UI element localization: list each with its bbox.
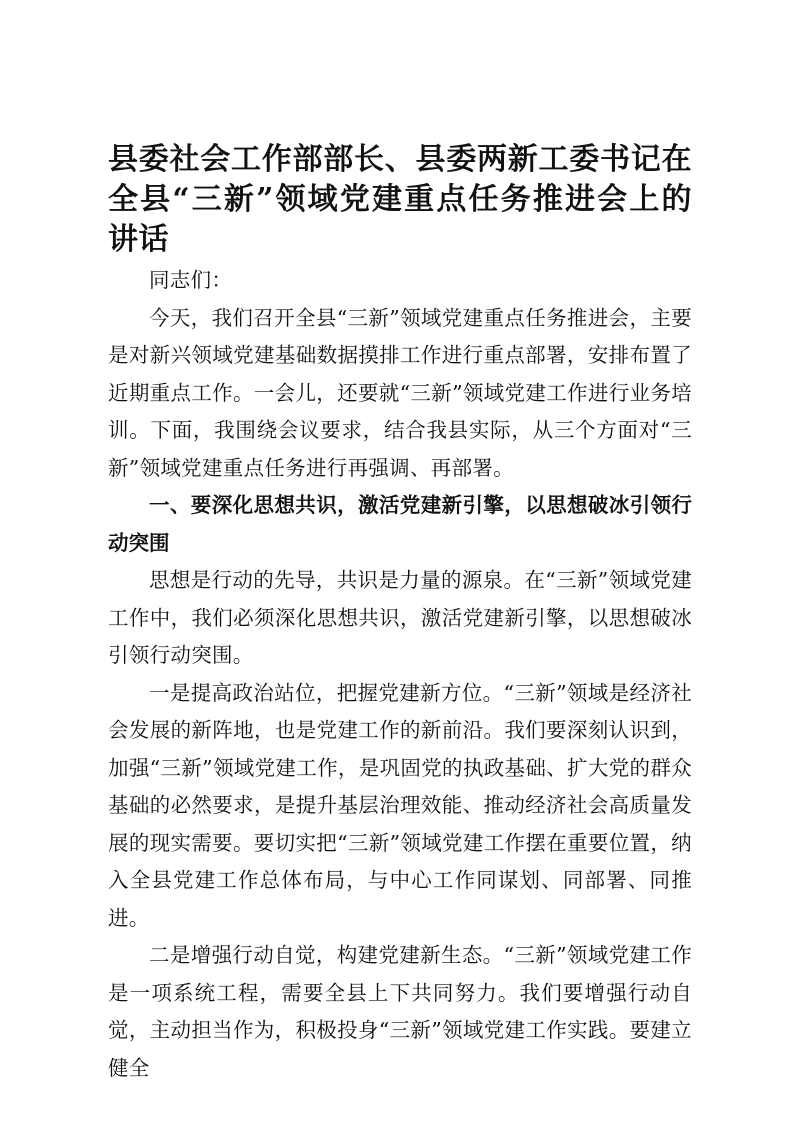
section-paragraph: 思想是行动的先导，共识是力量的源泉。在“三新”领域党建工作中，我们必须深化思想共识，激活党建新引擎，以思想破冰引领行动突围。	[108, 568, 692, 667]
document-page	[108, 140, 692, 1087]
greeting: 同志们：	[149, 268, 233, 292]
intro-paragraph: 今天，我们召开全县“三新”领域党建重点任务推进会，主要是对新兴领域党建基础数据摸排工作进行重点部署，安排布置了近期重点工作。一会儿，还要就“三新”领域党建工作进行业务培训。下面，我围绕会议要求，结合我县实际，从三个方面对“三新”领域党建重点任务进行再强调、再部署。	[108, 305, 692, 480]
document-title: 县委社会工作部部长、县委两新工委书记在全县“三新”领域党建重点任务推进会上的讲话	[108, 142, 692, 257]
section-heading: 一、要深化思想共识，激活党建新引擎，以思想破冰引领行动突围	[108, 493, 692, 555]
section-paragraph-point-two: 二是增强行动自觉，构建党建新生态。“三新”领域党建工作是一项系统工程，需要全县上下共同努力。我们要增强行动自觉，主动担当作为，积极投身“三新”领域党建工作实践。要建立健全	[108, 943, 692, 1080]
section-paragraph-point-one: 一是提高政治站位，把握党建新方位。“三新”领域是经济社会发展的新阵地，也是党建工作的新前沿。我们要深刻认识到，加强“三新”领域党建工作，是巩固党的执政基础、扩大党的群众基础的必然要求，是提升基层治理效能、推动经济社会高质量发展的现实需要。要切实把“三新”领域党建工作摆在重要位置，纳入全县党建工作总体布局，与中心工作同谋划、同部署、同推进。	[108, 680, 692, 930]
